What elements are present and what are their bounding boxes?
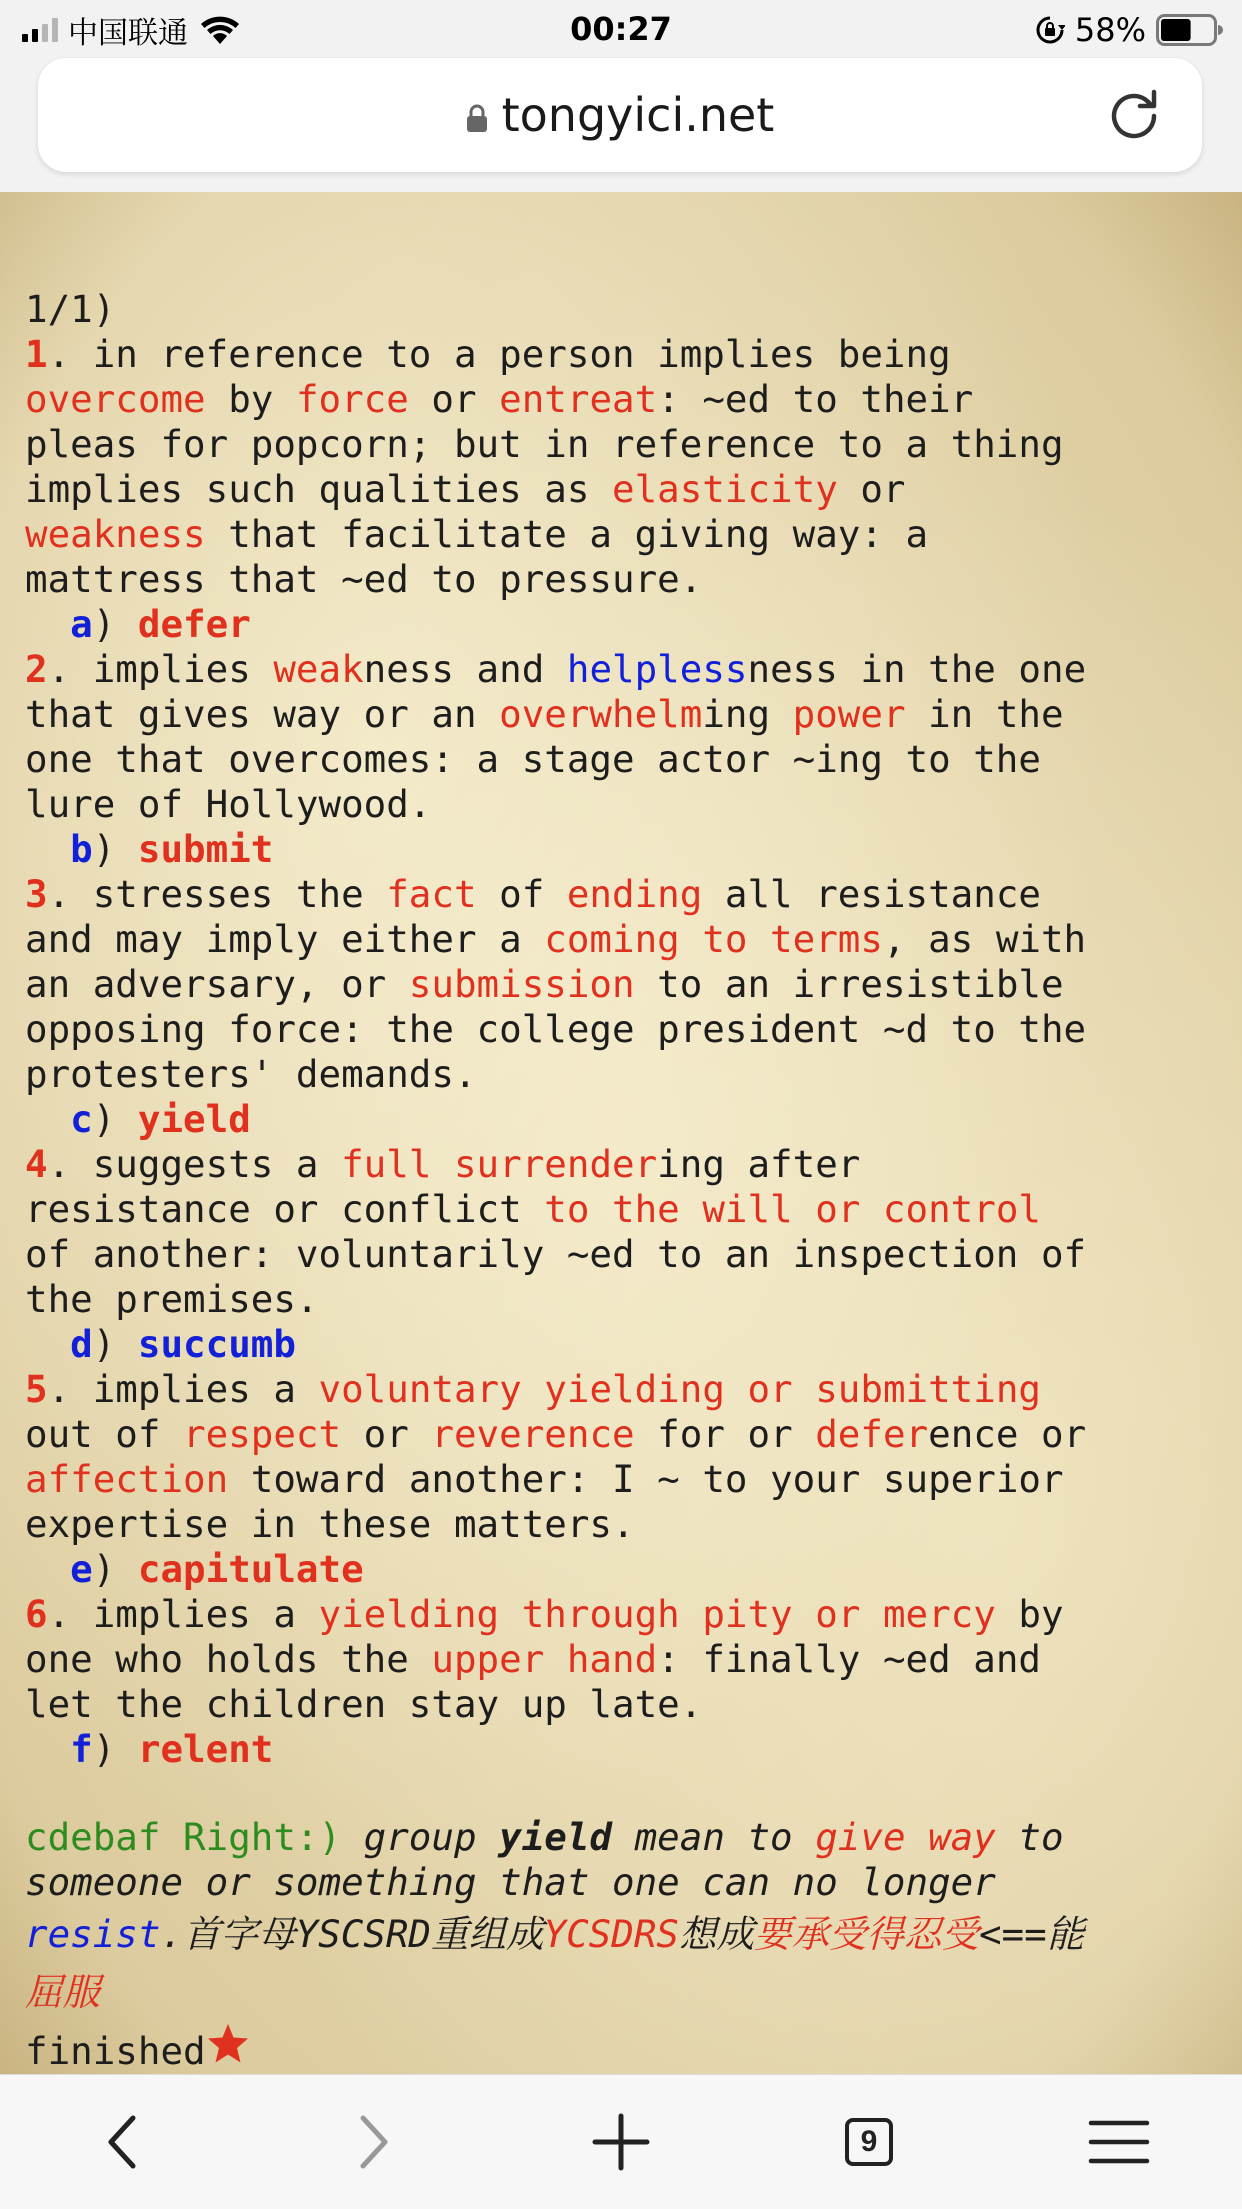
- entry-5-line: 5. implies a voluntary yielding or submitting: [25, 1367, 1041, 1411]
- entry-1-line: 1. in reference to a person implies being: [25, 332, 951, 376]
- url-display[interactable]: [38, 88, 1202, 142]
- menu-button[interactable]: [1074, 2097, 1164, 2187]
- synonym-b[interactable]: b) submit: [70, 827, 274, 871]
- summary-last-line: 屈服: [25, 1970, 100, 2014]
- lock-icon: [466, 103, 488, 133]
- address-bar[interactable]: [38, 58, 1202, 172]
- synonym-d[interactable]: d) succumb: [70, 1322, 296, 1366]
- synonym-f[interactable]: f) relent: [70, 1727, 274, 1771]
- synonym-e[interactable]: e) capitulate: [70, 1547, 364, 1591]
- tab-count: 9: [860, 2125, 878, 2158]
- tabs-icon: [845, 2118, 893, 2166]
- reload-icon[interactable]: [1104, 84, 1164, 144]
- browser-top-bar: [0, 60, 1242, 192]
- back-icon: [103, 2114, 143, 2170]
- rotation-lock-icon: [1035, 15, 1065, 45]
- menu-icon: [1087, 2117, 1151, 2167]
- synonym-a[interactable]: a) defer: [70, 602, 251, 646]
- synonym-c[interactable]: c) yield: [70, 1097, 251, 1141]
- status-bar: [0, 0, 1242, 60]
- browser-toolbar: [0, 2074, 1242, 2209]
- battery-percent: 58%: [1074, 11, 1146, 49]
- clock: 00:27: [570, 10, 672, 48]
- star-icon[interactable]: [206, 2022, 250, 2066]
- finished-label: finished: [25, 2022, 250, 2073]
- new-tab-icon: [591, 2112, 651, 2172]
- back-button[interactable]: [78, 2097, 168, 2187]
- page-content: [0, 192, 1242, 2074]
- tabs-button[interactable]: [824, 2097, 914, 2187]
- url-domain: tongyici.net: [501, 88, 775, 142]
- entry-2-line: 2. implies weakness and helplessness in the one: [25, 647, 1087, 691]
- summary-line: cdebaf Right:) group yield mean to give way to: [25, 1815, 1064, 1859]
- page-counter: 1/1): [25, 287, 116, 331]
- forward-button[interactable]: [328, 2097, 418, 2187]
- definitions-text: 1/1) 1. in reference to a person implies being overcome by force or entreat: ~ed to their pleas for popcorn; but in reference to a thing implies such qualities as elasticity or weakness that facilitate a giving way: a mattress that ~ed to pressure. a) defer 2. implies weakness and helplessness in the one that gives way or an overwhelming power in the one that overcomes: a stage actor ~ing to the lure of Hollywood. b) submit 3. stresses the fact of ending all resistance and may imply either a coming to terms, as with an adversary, or submission to an irresistible opposing force: the college president ~d to the protesters' demands. c) yield 4. suggests a full surrendering after resistance or conflict to the will or control of another: voluntarily ~ed to an inspection of the premises. d) succumb 5. implies a voluntary yielding or submitting out of respect or reverence for or deference or affection toward another: I ~ to your superior expertise in these matters. e) capitulate 6. implies a yielding through pity or mercy by one who holds the upper hand: finally ~ed and let the children stay up late. f) relent cdebaf Right:) group yield mean to give way to someone or something that one can no longer resist.首字母YSCSRD重组成YCSDRS想成要承受得忍受<==能 屈服: [25, 242, 1225, 2074]
- carrier-name: 中国联通: [68, 16, 188, 51]
- forward-icon: [353, 2114, 393, 2170]
- new-tab-button[interactable]: [576, 2097, 666, 2187]
- battery-icon: [1156, 14, 1224, 46]
- entry-4-line: 4. suggests a full surrendering after: [25, 1142, 861, 1186]
- entry-6-line: 6. implies a yielding through pity or mercy by: [25, 1592, 1064, 1636]
- entry-3-line: 3. stresses the fact of ending all resistance: [25, 872, 1041, 916]
